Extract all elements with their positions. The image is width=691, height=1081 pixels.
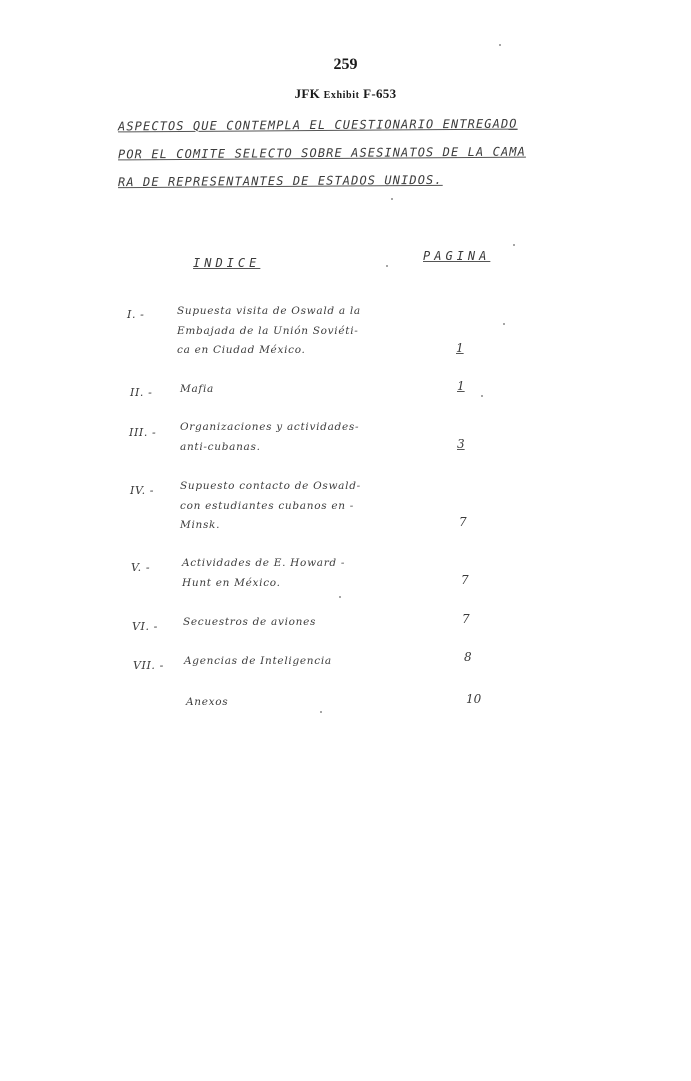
entry-numeral: VI. -: [132, 620, 158, 633]
entry-description: [177, 302, 361, 361]
heading-line-3: RA DE REPRESENTANTES DE ESTADOS UNIDOS.: [117, 172, 443, 190]
scan-speck: [481, 395, 483, 397]
entry-line: Supuesta visita de Oswald a la: [177, 305, 361, 317]
scan-speck: [320, 711, 322, 713]
entry-description: [180, 380, 214, 400]
entry-page: 7: [459, 515, 467, 529]
scan-speck: [499, 44, 501, 46]
entry-numeral: I. -: [127, 308, 145, 321]
entry-line: Supuesto contacto de Oswald-: [180, 480, 361, 492]
entry-line: con estudiantes cubanos en -: [180, 499, 355, 512]
entry-description: [184, 652, 332, 672]
entry-description: [180, 477, 361, 536]
index-column-header: INDICE: [193, 256, 261, 270]
entry-page: 3: [457, 437, 465, 451]
entry-line: Actividades de E. Howard -: [182, 557, 346, 569]
entry-description: [183, 613, 316, 633]
entry-page: 1: [456, 341, 464, 355]
entry-line: Minsk.: [180, 519, 221, 531]
exhibit-label: [0, 86, 691, 102]
scan-speck: [386, 265, 388, 267]
entry-line: Organizaciones y actividades-: [180, 421, 360, 433]
exhibit-word: Exhibit: [323, 90, 360, 101]
entry-page: 10: [466, 692, 482, 706]
entry-line: ca en Ciudad México.: [177, 344, 306, 356]
exhibit-prefix: JFK: [294, 86, 321, 101]
entry-line: anti-cubanas.: [180, 440, 261, 453]
scan-speck: [339, 596, 341, 598]
page-column-header: PAGINA: [423, 249, 491, 263]
entry-line: Anexos: [186, 696, 229, 708]
entry-line: Secuestros de aviones: [183, 616, 317, 628]
entry-numeral: III. -: [129, 426, 157, 439]
entry-numeral: IV. -: [130, 484, 155, 497]
scan-speck: [503, 323, 505, 325]
entry-description: [186, 693, 228, 713]
page-number: 259: [333, 56, 358, 73]
entry-numeral: VII. -: [133, 659, 164, 672]
entry-page: 1: [457, 379, 465, 393]
exhibit-code: F-653: [363, 86, 397, 101]
entry-page: 7: [461, 573, 469, 587]
heading-line-2: POR EL COMITE SELECTO SOBRE ASESINATOS DE LA CAMA: [117, 144, 526, 162]
scan-speck: [513, 244, 515, 246]
entry-page: 7: [462, 612, 470, 626]
entry-description: [180, 418, 359, 457]
entry-line: Agencias de Inteligencia: [184, 655, 332, 667]
entry-description: [182, 554, 345, 593]
entry-line: Hunt en México.: [182, 576, 281, 589]
heading-line-1: ASPECTOS QUE CONTEMPLA EL CUESTIONARIO ENTREGADO: [117, 116, 518, 134]
entry-numeral: V. -: [131, 561, 151, 574]
scan-speck: [391, 198, 393, 200]
entry-line: Mafia: [180, 383, 215, 395]
entry-numeral: II. -: [130, 386, 153, 399]
entry-page: 8: [464, 650, 472, 664]
entry-line: Embajada de la Unión Soviéti-: [177, 324, 359, 337]
